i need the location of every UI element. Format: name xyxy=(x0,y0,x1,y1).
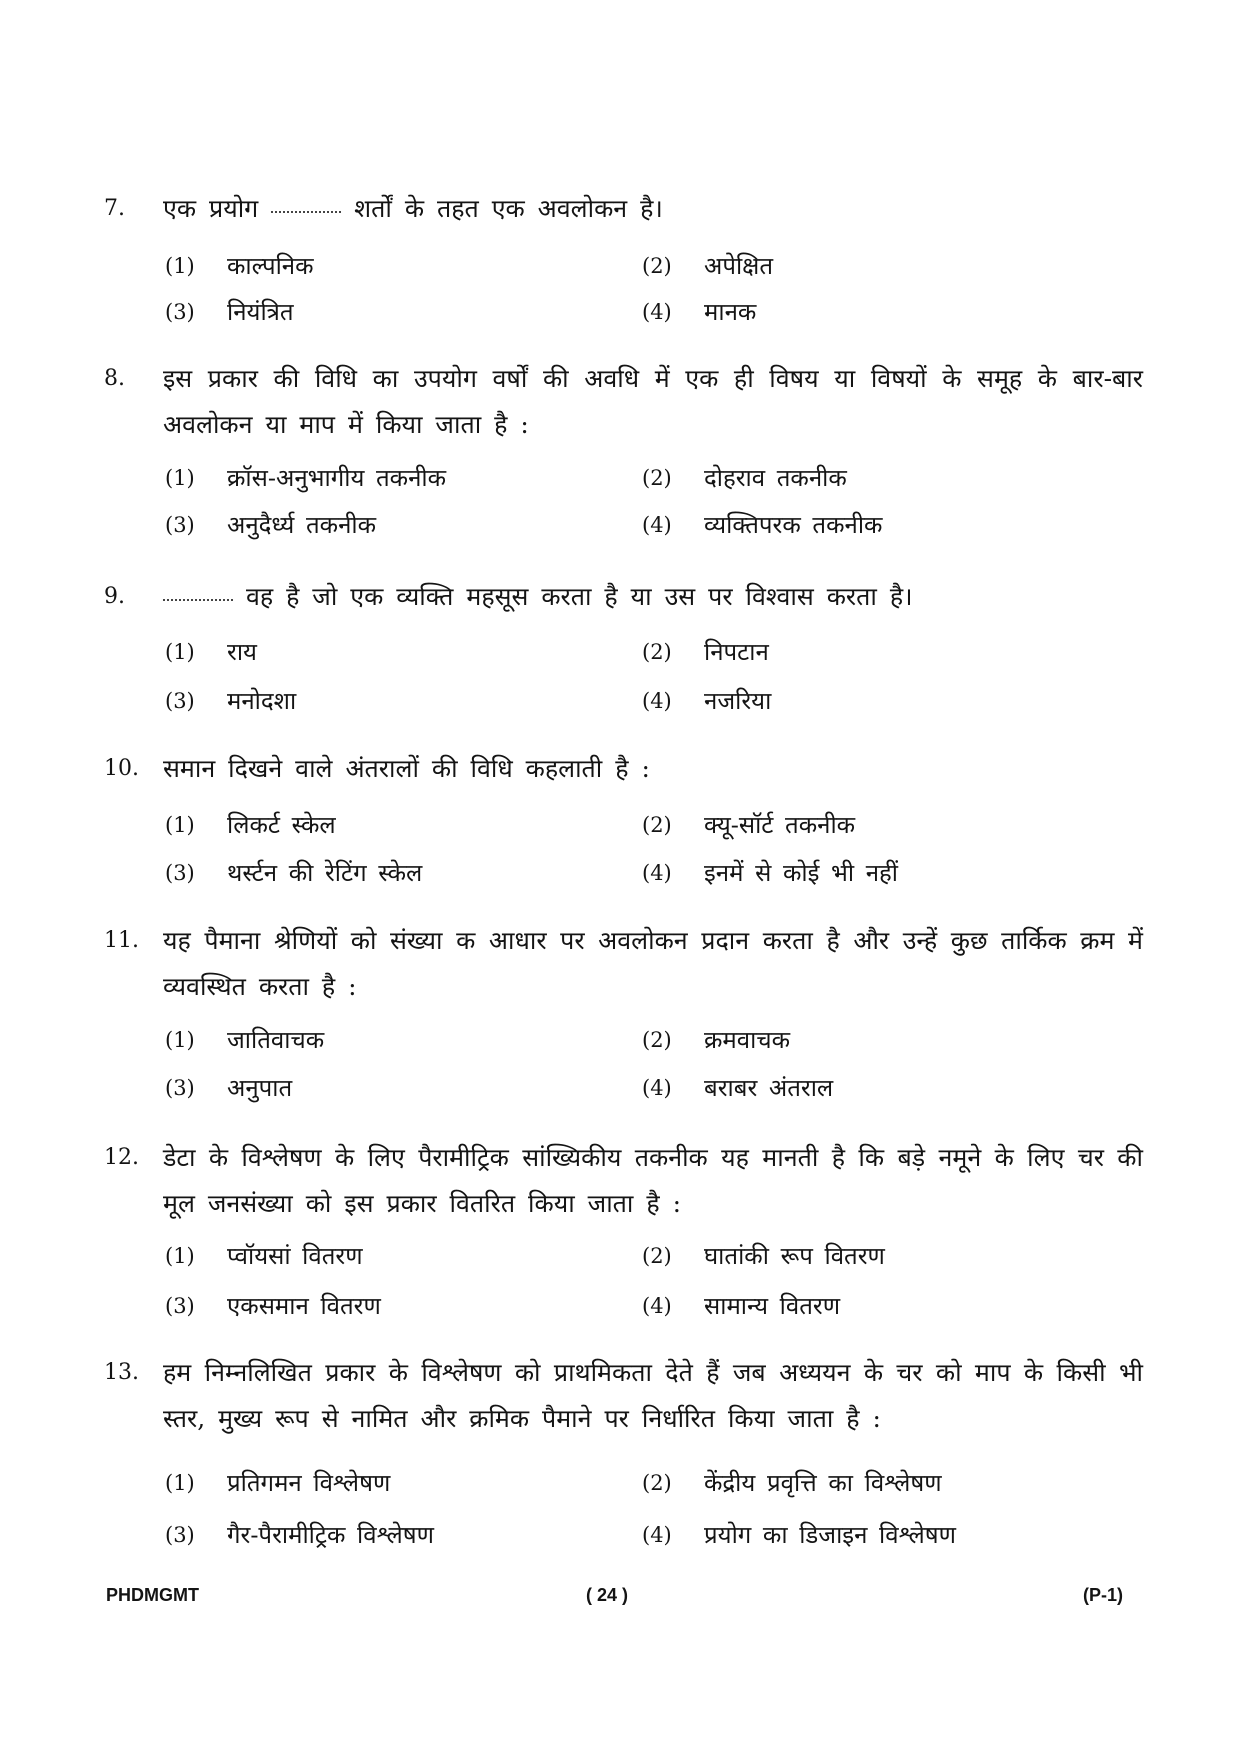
fill-blank xyxy=(271,201,341,213)
question-number: 13. xyxy=(104,1360,139,1385)
question-text: हम निम्नलिखित प्रकार के विश्लेषण को प्राथमिकता देते हैं जब अध्ययन के चर को माप के किसी भी स्तर, मुख्य रूप से नामित और क्रमिक पैमाने पर निर्धारित किया जाता है : xyxy=(163,1358,1143,1433)
question-text: डेटा के विश्लेषण के लिए पैरामीट्रिक सांख्यिकीय तकनीक यह मानती है कि बड़े नमूने के लिए चर की मूल जनसंख्या को इस प्रकार वितरित किया जाता है : xyxy=(163,1143,1143,1218)
question-number: 10. xyxy=(104,756,139,781)
question-number: 12. xyxy=(104,1145,139,1170)
question-number: 11. xyxy=(104,928,139,953)
question-number: 8. xyxy=(104,366,125,391)
question-text: समान दिखने वाले अंतरालों की विधि कहलाती है : xyxy=(163,754,650,783)
footer-course-code: PHDMGMT xyxy=(106,1585,199,1605)
footer-paper-code: (P-1) xyxy=(1083,1585,1123,1605)
question-number: 7. xyxy=(104,196,125,221)
question-text: वह है जो एक व्यक्ति महसूस करता है या उस पर विश्वास करता है। xyxy=(163,574,1143,620)
question-text: इस प्रकार की विधि का उपयोग वर्षों की अवधि में एक ही विषय या विषयों के समूह के बार-बार अवलोकन या माप में किया जाता है : xyxy=(163,364,1143,439)
question-page: 7. एक प्रयोग शर्तों के तहत एक अवलोकन है। (1) काल्पनिक (2) अपेक्षित (3) नियंत्रित (4) मानक 8. इस प्रकार की विधि का उपयोग वर्षों की अवधि में एक ही विषय या विषयों के समूह के बार-बार अवलोकन या माप में किया जाता है : (1) क्रॉस-अनुभागीय तकनीक (2) दोहराव तकनीक (3) अनुदैर्ध्य तकनीक (4) व्यक्तिपरक तकनीक 9. वह है जो एक व्यक्ति महसूस करता है या उस पर विश्वास करता है। (1) राय (2) निपटान (3) मनोदशा (4) नजरिया 10. समान दिखने वाले अंतरालों की विधि कहलाती है : (1) लिकर्ट स्केल (2) क्यू-सॉर्ट तकनीक (3) थर्स्टन की रेटिंग स्केल (4) इनमें से कोई भी नहीं 11. यह पैमाना श्रेणियों को संख्या क आधार पर अवलोकन प्रदान करता है और उन्हें कुछ तार्किक क्रम में व्यवस्थित करता है : (1) जातिवाचक (2) क्रमवाचक (3) अनुपात (4) बराबर अंतराल 12. डेटा के विश्लेषण के लिए पैरामीट्रिक सांख्यिकीय तकनीक यह मानती है कि बड़े नमूने के लिए चर की मूल जनसंख्या को इस प्रकार वितरित किया जाता है : (1) प्वॉयसां वितरण (2) घातांकी रूप वितरण (3) एकसमान वितरण (4) सामान्य वितरण 13. हम निम्नलिखित प्रकार के विश्लेषण को प्राथमिकता देते हैं जब अध्ययन के चर को माप के किसी भी स्तर, मुख्य रूप से नामित और क्रमिक पैमाने पर निर्धारित किया जाता है : (1) प्रतिगमन विश्लेषण (2) केंद्रीय प्रवृत्ति का विश्लेषण (3) गैर-पैरामीट्रिक विश्लेषण (4) प्रयोग का डिजाइन विश्लेषण PHDMGMT ( 24 ) (P-1) xyxy=(0,0,1241,1754)
question-text: एक प्रयोग शर्तों के तहत एक अवलोकन है। xyxy=(163,194,663,223)
fill-blank xyxy=(163,589,233,601)
footer-page-number: ( 24 ) xyxy=(586,1585,629,1605)
question-number: 9. xyxy=(104,584,125,609)
question-text: यह पैमाना श्रेणियों को संख्या क आधार पर अवलोकन प्रदान करता है और उन्हें कुछ तार्किक क्रम में व्यवस्थित करता है : xyxy=(163,926,1143,1001)
